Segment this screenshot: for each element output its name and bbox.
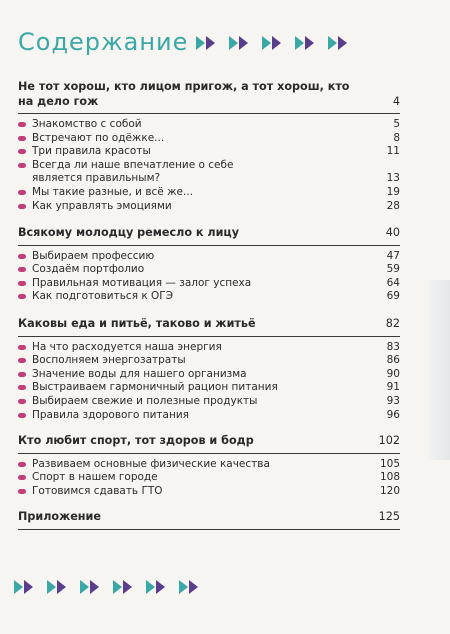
- bullet-icon: [18, 149, 26, 154]
- toc-item[interactable]: [18, 409, 400, 423]
- page-edge-shadow: [428, 280, 450, 460]
- section-title-row[interactable]: [18, 317, 400, 332]
- toc-item[interactable]: [18, 159, 400, 186]
- section-title: Каковы еда и питьё, таково и житьё: [18, 317, 256, 331]
- bottom-chevron-decoration: [14, 580, 198, 594]
- section-divider: [18, 245, 400, 246]
- toc-item-label: Спорт в нашем городе: [32, 471, 158, 484]
- chevron-icon: [80, 580, 99, 594]
- toc-item[interactable]: [18, 145, 400, 159]
- chevron-icon: [14, 580, 33, 594]
- section-page: 4: [392, 94, 400, 108]
- toc-item-label: Мы такие разные, и всё же...: [32, 185, 194, 198]
- toc-item-label: Знакомство с собой: [32, 118, 142, 130]
- section-title-row[interactable]: [18, 510, 400, 525]
- section-divider: [18, 529, 400, 530]
- toc-item-label: Готовимся сдавать ГТО: [32, 484, 163, 497]
- toc-item[interactable]: [18, 395, 400, 409]
- toc-item-page: 90: [386, 367, 400, 380]
- section-divider: [18, 113, 400, 114]
- bullet-icon: [18, 281, 26, 286]
- toc-item-label: Создаём портфолио: [32, 263, 145, 276]
- table-of-contents: [18, 80, 400, 534]
- toc-item-page: 83: [386, 340, 400, 353]
- toc-item[interactable]: [18, 186, 400, 200]
- bullet-icon: [18, 475, 26, 480]
- toc-section: [18, 510, 400, 530]
- bullet-icon: [18, 267, 26, 272]
- page-title: Содержание: [18, 28, 189, 56]
- section-page: 125: [378, 510, 400, 524]
- chevron-icon: [113, 580, 132, 594]
- toc-section: [18, 317, 400, 422]
- bullet-icon: [18, 163, 26, 168]
- toc-item-label: Правильная мотивация — залог успеха: [32, 276, 252, 289]
- toc-item-page: 64: [386, 276, 400, 289]
- toc-item-label: Выстраиваем гармоничный рацион питания: [32, 381, 278, 394]
- bullet-icon: [18, 385, 26, 390]
- bullet-icon: [18, 294, 26, 299]
- toc-item[interactable]: [18, 277, 400, 291]
- toc-item-label: Как управлять эмоциями: [32, 199, 172, 212]
- toc-item-page: 105: [379, 457, 400, 470]
- toc-item-page: 19: [386, 185, 400, 198]
- toc-item-page: 96: [386, 408, 400, 421]
- bullet-icon: [18, 399, 26, 404]
- chevron-icon: [47, 580, 66, 594]
- chevron-icon: [196, 36, 215, 50]
- toc-section: [18, 80, 400, 213]
- toc-item-label: Встречают по одёжке...: [32, 131, 165, 144]
- bullet-icon: [18, 358, 26, 363]
- toc-item-page: 8: [393, 131, 400, 144]
- toc-section: [18, 226, 400, 304]
- section-divider: [18, 453, 400, 454]
- section-title-row[interactable]: [18, 434, 400, 449]
- bullet-icon: [18, 204, 26, 209]
- toc-item[interactable]: [18, 341, 400, 355]
- chevron-icon: [229, 36, 248, 50]
- toc-section: [18, 434, 400, 498]
- toc-item[interactable]: [18, 118, 400, 132]
- toc-item-page: 120: [379, 484, 400, 497]
- bullet-icon: [18, 254, 26, 259]
- chevron-icon: [179, 580, 198, 594]
- bullet-icon: [18, 136, 26, 141]
- toc-item-label: Выбираем свежие и полезные продукты: [32, 394, 258, 407]
- toc-item-page: 59: [386, 263, 400, 276]
- toc-item-label: Выбираем профессию: [32, 249, 155, 262]
- chevron-icon: [295, 36, 314, 50]
- section-title: Кто любит спорт, тот здоров и бодр: [18, 434, 254, 448]
- toc-item-page: 5: [393, 118, 400, 130]
- toc-item[interactable]: [18, 132, 400, 146]
- toc-item-label: Значение воды для нашего организма: [32, 367, 247, 380]
- section-page: 40: [385, 226, 400, 240]
- section-divider: [18, 336, 400, 337]
- toc-item[interactable]: [18, 354, 400, 368]
- toc-item-page: 13: [386, 172, 400, 185]
- section-title: Всякому молодцу ремесло к лицу: [18, 226, 240, 240]
- toc-item-page: 108: [379, 471, 400, 484]
- toc-item-label: Всегда ли наше впечатление о себе является правильным?: [32, 158, 234, 185]
- section-title: Не тот хорош, кто лицом пригож, а тот хорош, кто на дело гож: [18, 80, 350, 108]
- section-page: 82: [385, 317, 400, 331]
- bullet-icon: [18, 345, 26, 350]
- toc-item[interactable]: [18, 263, 400, 277]
- toc-item-page: 93: [386, 394, 400, 407]
- toc-item-label: На что расходуется наша энергия: [32, 340, 222, 353]
- section-title: Приложение: [18, 510, 101, 524]
- section-title-row[interactable]: [18, 226, 400, 241]
- toc-item[interactable]: [18, 485, 400, 499]
- bullet-icon: [18, 462, 26, 467]
- chevron-icon: [262, 36, 281, 50]
- toc-item-page: 28: [386, 199, 400, 212]
- toc-item[interactable]: [18, 250, 400, 264]
- toc-item[interactable]: [18, 381, 400, 395]
- toc-item-label: Три правила красоты: [32, 145, 151, 158]
- bullet-icon: [18, 190, 26, 195]
- toc-item[interactable]: [18, 290, 400, 304]
- bullet-icon: [18, 122, 26, 127]
- toc-item[interactable]: [18, 200, 400, 214]
- toc-item-page: 47: [386, 249, 400, 262]
- section-page: 102: [378, 434, 400, 448]
- toc-item-page: 86: [386, 354, 400, 367]
- section-title-row[interactable]: [18, 80, 400, 109]
- toc-item-label: Развиваем основные физические качества: [32, 457, 270, 470]
- toc-item[interactable]: [18, 368, 400, 382]
- toc-item-label: Как подготовиться к ОГЭ: [32, 290, 174, 303]
- toc-item[interactable]: [18, 471, 400, 485]
- bullet-icon: [18, 489, 26, 494]
- toc-item-label: Правила здорового питания: [32, 408, 189, 421]
- toc-item-page: 69: [386, 290, 400, 303]
- bullet-icon: [18, 372, 26, 377]
- toc-item-page: 91: [386, 381, 400, 394]
- toc-item[interactable]: [18, 458, 400, 472]
- toc-item-label: Восполняем энергозатраты: [32, 354, 186, 367]
- chevron-icon: [328, 36, 347, 50]
- chevron-icon: [146, 580, 165, 594]
- bullet-icon: [18, 413, 26, 418]
- top-chevron-decoration: [196, 36, 347, 50]
- toc-item-page: 11: [386, 145, 400, 158]
